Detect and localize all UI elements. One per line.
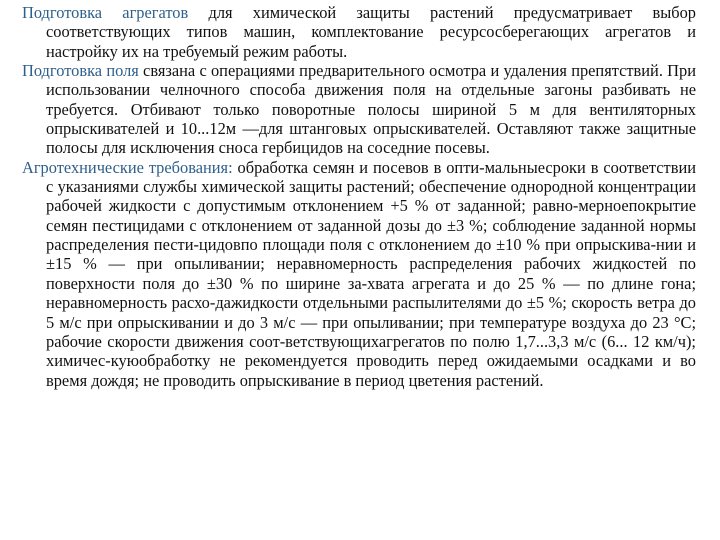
paragraph-unit-preparation	[22, 3, 696, 61]
term-unit-preparation: Подготовка агрегатов	[22, 3, 189, 22]
term-agrotech-requirements: Агротехнические требования:	[22, 157, 233, 177]
term-field-preparation: Подготовка поля	[22, 61, 139, 81]
paragraph-unit-preparation-text: для химической защиты растений предусматривает выбор соответствующих типов машин, комплектование ресурсосберегающих агрегатов и настройку их на требуемый режим работы.	[46, 3, 696, 61]
paragraph-field-preparation	[22, 61, 696, 158]
paragraph-field-preparation-text: связана с операциями предварительного осмотра и удаления препятствий. При использовании челночного способа движения поля на отдельные загоны разбивать не требуется. Отбивают только поворотные полосы шириной 5 м для вентиляторных опрыскивателей и 10...12м —для штанговых опрыскивателей. Оставляют также защитные полосы для исключения сноса гербицидов на соседние посевы.	[46, 61, 696, 158]
paragraph-agrotech-requirements-text: обработка семян и посевов в опти-мальныесроки в соответствии с указаниями службы химической защиты растений; обеспечение однородной концентрации рабочей жидкости с допустимым отклонением +5 % от заданной; равно-мерноепокрытие семян пестицидами с отклонением от заданной дозы до ±3 %; соблюдение заданной нормы распределения пести-цидовпо площади поля с отклонением до ±10 % при опрыскива-нии и ±15 % — при опыливании; неравномерность распределения рабочих жидкостей по поверхности поля до ±30 % по ширине за-хвата агрегата и до 25 % — по длине гона; неравномерность расхо-дажидкости отдельными распылителями до ±5 %; скорость ветра до 5 м/с при опрыскивании и до 3 м/с — при опыливании; при температуре воздуха до 23 °С; рабочие скорости движения соот-ветствующихагрегатов по полю 1,7...3,3 м/с (6... 12 км/ч); химичес-куюобработку не рекомендуется проводить перед ожидаемыми осадками и во время дождя; не проводить опрыскивание в период цветения растений.	[46, 157, 696, 390]
paragraph-agrotech-requirements	[22, 158, 696, 390]
